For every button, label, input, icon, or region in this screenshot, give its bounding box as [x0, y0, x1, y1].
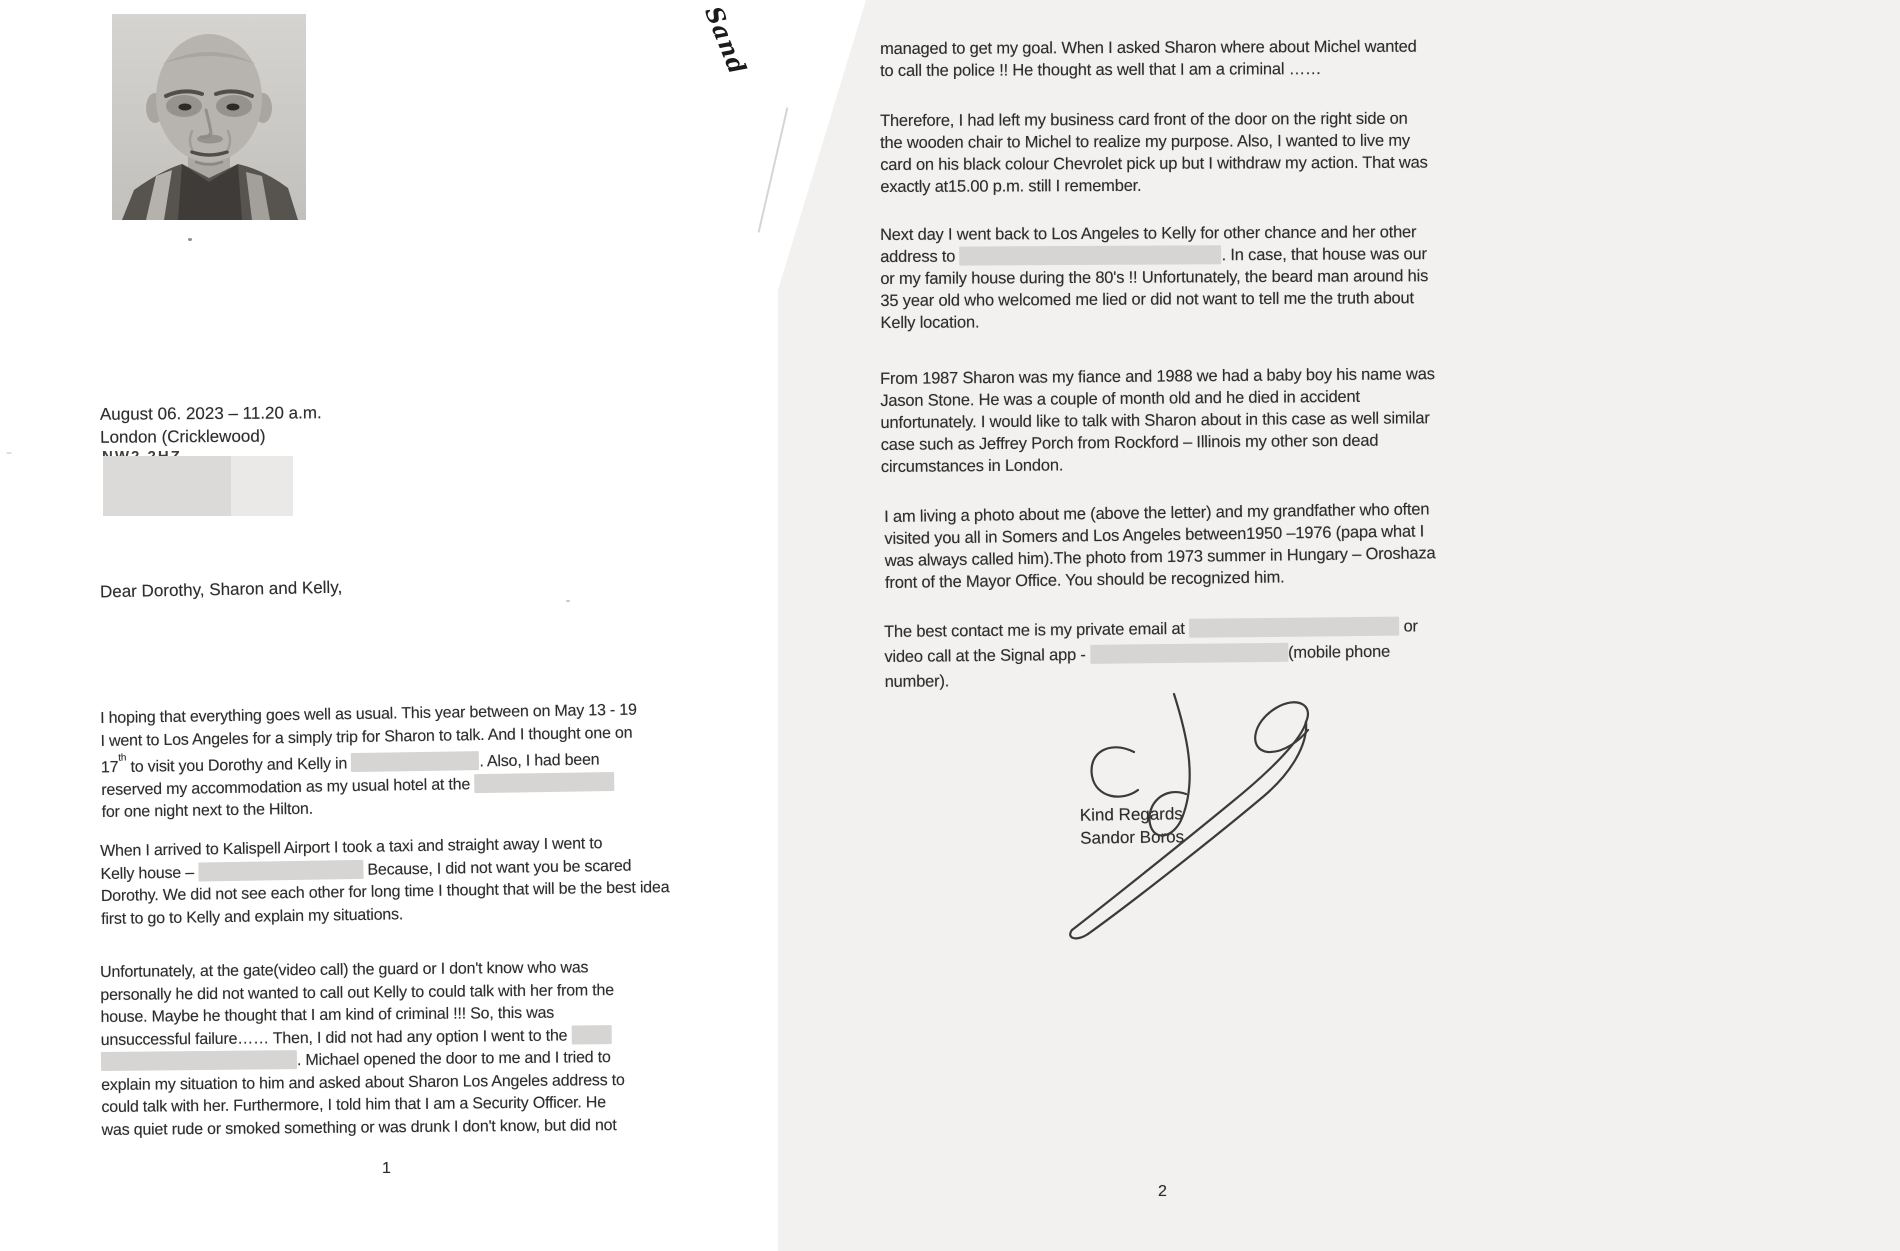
clipped-address-line	[102, 448, 302, 456]
text-line	[880, 36, 1417, 60]
text-segment: When I arrived to Kalispell Airport I took a taxi and straight away I went to	[100, 835, 603, 860]
text-segment: . In case, that house was our	[1221, 245, 1427, 265]
text-segment: I went to Los Angeles for a simply trip for Sharon to talk. And I thought one on	[100, 724, 633, 750]
text-segment: was always called him).The photo from 1973 summer in Hungary – Oroshaza	[884, 544, 1436, 570]
text-segment: house. Maybe he thought that I am kind of criminal !!! So, this was	[100, 1004, 555, 1026]
text-segment: reserved my accommodation as my usual hotel at the	[101, 775, 475, 799]
text-segment: . Also, I had been	[479, 751, 600, 771]
closing-regards: Kind Regards	[1079, 804, 1183, 825]
date-line: August 06. 2023 – 11.20 a.m.	[99, 403, 322, 424]
text-segment: exactly at15.00 p.m. still I remember.	[880, 176, 1142, 196]
salutation: Dear Dorothy, Sharon and Kelly,	[99, 577, 343, 602]
page-number-2: 2	[1158, 1183, 1167, 1200]
text-segment: first to go to Kelly and explain my situations.	[101, 905, 404, 928]
text-segment: I am living a photo about me (above the letter) and my grandfather who often	[884, 500, 1430, 526]
text-segment: 35 year old who welcomed me lied or did not want to tell me the truth about	[880, 289, 1414, 310]
redaction-box	[571, 1025, 611, 1044]
text-segment: address to	[880, 247, 960, 266]
handwritten-signature	[1058, 692, 1314, 934]
redaction-box	[960, 245, 1222, 265]
text-segment: (mobile phone	[1287, 642, 1391, 662]
text-line	[880, 243, 1428, 268]
text-segment: front of the Mayor Office. You should be recognized him.	[884, 568, 1285, 592]
scan-speck	[188, 238, 192, 241]
location-line: London (Cricklewood)	[100, 426, 266, 447]
text-segment: . Michael opened the door to me and I tried to	[296, 1049, 611, 1070]
redaction-box	[101, 1050, 297, 1071]
text-line	[880, 152, 1427, 176]
paragraph	[880, 221, 1428, 334]
text-segment: Kelly house –	[100, 863, 199, 883]
text-segment: Jason Stone. He was a couple of month old and he died in accident	[880, 387, 1360, 410]
text-segment: managed to get my goal. When I asked Sharon where about Michel wanted	[880, 37, 1417, 58]
text-segment: The best contact me is my private email at	[884, 619, 1190, 641]
paragraph	[100, 832, 670, 931]
redaction-box	[198, 859, 363, 881]
text-segment: to visit you Dorothy and Kelly in	[126, 755, 352, 776]
date-block	[100, 401, 322, 449]
redaction-box	[351, 751, 479, 772]
paragraph	[884, 614, 1418, 695]
text-line	[880, 309, 1428, 334]
scan-speck	[6, 452, 12, 454]
letter-page-1	[0, 0, 778, 1251]
text-line	[880, 58, 1417, 82]
text-line	[880, 174, 1427, 198]
text-segment: circumstances in London.	[880, 456, 1064, 476]
text-segment: to call the police !! He thought as well that I am a criminal ……	[880, 60, 1322, 80]
paragraph	[100, 957, 625, 1142]
paragraph	[880, 36, 1417, 82]
text-segment: or	[1399, 617, 1418, 636]
paragraph	[880, 108, 1428, 198]
text-line	[880, 287, 1428, 312]
text-line	[880, 265, 1428, 290]
text-segment: explain my situation to him and asked about Sharon Los Angeles address to	[101, 1071, 625, 1094]
text-segment: Next day I went back to Los Angeles to Kelly for other chance and her other	[880, 223, 1417, 244]
text-segment: unsuccessful failure…… Then, I did not had any option I went to the	[100, 1026, 572, 1049]
text-segment: case such as Jeffrey Porch from Rockford – Illinois my other son dead	[880, 431, 1379, 454]
text-segment: Kelly location.	[880, 313, 980, 332]
redaction-box-address	[231, 456, 293, 516]
text-segment: Because, I did not want you be scared	[363, 857, 632, 879]
text-segment: personally he did not wanted to call out Kelly to could talk with her from the	[100, 981, 614, 1004]
page-number-1: 1	[382, 1160, 391, 1177]
text-segment: card on his black colour Chevrolet pick up but I withdraw my action. That was	[880, 153, 1428, 174]
bleed-through-signature-fragment: Sand	[699, 2, 753, 79]
text-segment: I hoping that everything goes well as usual. This year between on May 13 - 19	[100, 701, 637, 727]
superscript: th	[118, 752, 127, 764]
paragraph	[880, 363, 1436, 478]
text-segment: Dorothy. We did not see each other for long time I thought that will be the best idea	[100, 879, 670, 905]
text-line	[880, 108, 1427, 132]
text-segment: Unfortunately, at the gate(video call) the guard or I don't know who was	[100, 959, 589, 981]
text-segment: visited you all in Somers and Los Angeles between1950 –1976 (papa what I	[884, 522, 1425, 548]
text-segment: Therefore, I had left my business card front of the door on the right side on	[880, 109, 1408, 130]
paragraph	[884, 498, 1436, 594]
text-segment: From 1987 Sharon was my fiance and 1988 we had a baby boy his name was	[880, 365, 1435, 388]
text-segment: or my family house during the 80's !! Unfortunately, the beard man around his	[880, 267, 1429, 288]
text-segment: number).	[884, 672, 950, 691]
text-segment: the wooden chair to Michel to realize my purpose. Also, I wanted to live my	[880, 131, 1410, 152]
closing-name: Sandor Boros	[1080, 827, 1185, 848]
text-segment: video call at the Signal app -	[884, 645, 1091, 666]
text-line	[102, 1114, 626, 1142]
text-line	[880, 130, 1427, 154]
text-segment: could talk with her. Furthermore, I told him that I am a Security Officer. He	[101, 1094, 606, 1116]
text-segment: unfortunately. I would like to talk with Sharon about in this case as well similar	[880, 409, 1430, 432]
redaction-box	[474, 772, 614, 793]
redaction-box-address	[103, 456, 231, 516]
scan-speck	[566, 600, 570, 602]
redaction-box	[1090, 643, 1288, 664]
redaction-box	[1189, 617, 1399, 638]
portrait-photo	[112, 14, 306, 220]
paragraph	[100, 700, 638, 825]
text-segment: was quiet rude or smoked something or was drunk I don't know, but did not	[101, 1116, 617, 1139]
page-fold-corner	[778, 0, 866, 290]
text-segment: 17	[100, 759, 119, 777]
text-segment: for one night next to the Hilton.	[101, 800, 314, 822]
text-line	[880, 221, 1428, 246]
